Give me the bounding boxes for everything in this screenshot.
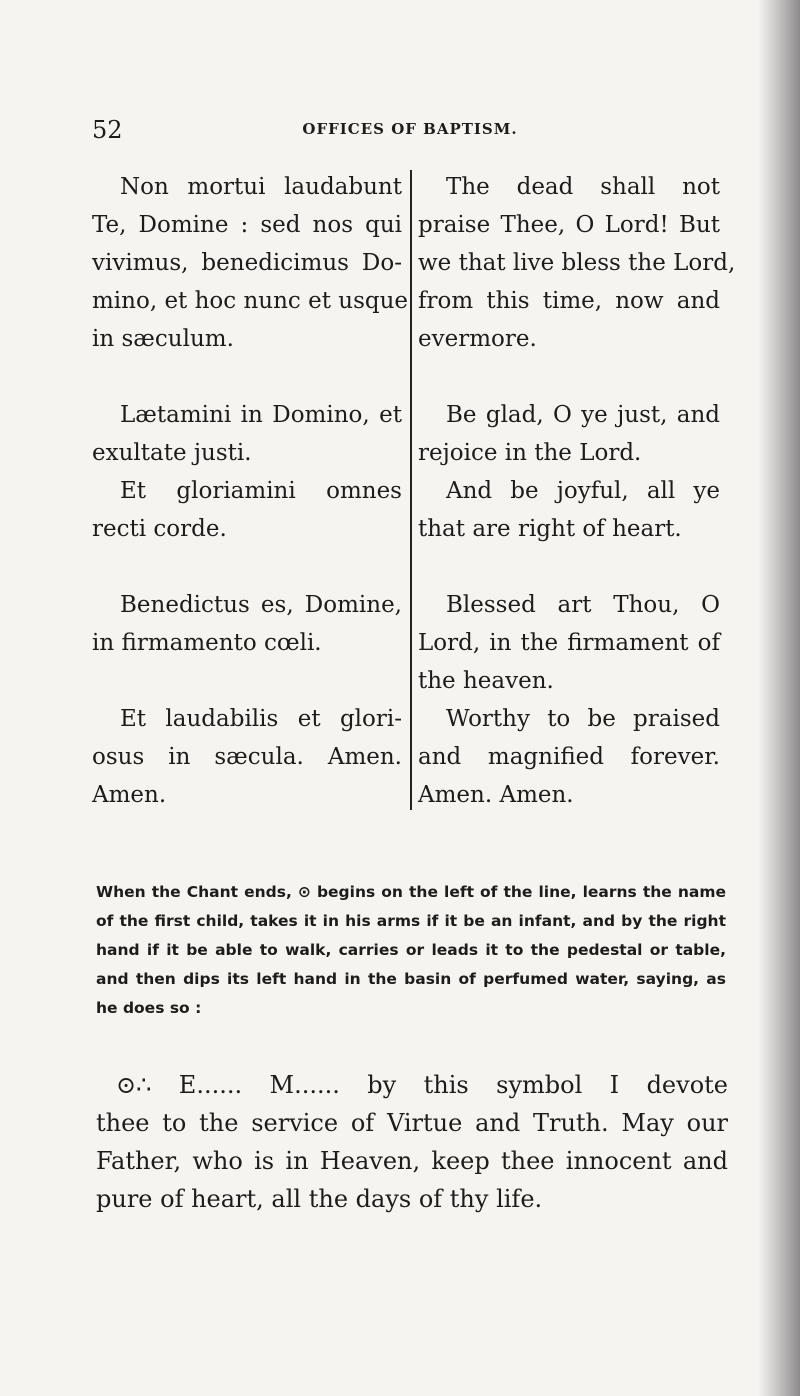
latin-line: Non mortui laudabunt	[120, 174, 402, 200]
english-line: that are right of heart.	[418, 516, 682, 542]
latin-line: vivimus, benedicimus Do-	[92, 250, 402, 276]
english-line: Worthy to be praised	[446, 706, 720, 732]
latin-line	[92, 548, 402, 586]
latin-line	[92, 358, 402, 396]
english-line: we that live bless the Lord,	[418, 250, 736, 276]
english-line	[418, 548, 720, 586]
latin-line: Te, Domine : sed nos qui	[92, 212, 402, 238]
page-number: 52	[92, 116, 123, 144]
english-line: Be glad, O ye just, and	[446, 402, 720, 428]
latin-line: recti corde.	[92, 516, 227, 542]
english-line: rejoice in the Lord.	[418, 440, 642, 466]
latin-line: Lætamini in Domino, et	[120, 402, 402, 428]
english-line: Blessed art Thou, O	[446, 592, 720, 618]
page-edge-shadow	[758, 0, 800, 1396]
baptismal-formula	[96, 1066, 728, 1218]
formula-line: ⊙∴ E...... M...... by this symbol I devote	[116, 1071, 728, 1099]
english-line: And be joyful, all ye	[446, 478, 720, 504]
latin-line: exultate justi.	[92, 440, 252, 466]
latin-line: mino, et hoc nunc et usque	[92, 288, 409, 314]
english-column	[418, 168, 736, 814]
english-line	[418, 358, 720, 396]
english-line: Amen. Amen.	[418, 782, 574, 808]
latin-line: osus in sæcula. Amen.	[92, 744, 402, 770]
latin-line: Et laudabilis et glori-	[120, 706, 402, 732]
latin-line	[92, 662, 402, 700]
latin-line: Benedictus es, Domine,	[120, 592, 402, 618]
latin-line: in firmamento cœli.	[92, 630, 322, 656]
latin-line: in sæculum.	[92, 326, 234, 352]
latin-line: Amen.	[92, 782, 167, 808]
english-line: and magnified forever.	[418, 744, 720, 770]
english-line: the heaven.	[418, 668, 554, 694]
english-line: from this time, now and	[418, 288, 720, 314]
english-line: praise Thee, O Lord! But	[418, 212, 720, 238]
latin-line: Et gloriamini omnes	[120, 478, 402, 504]
rubric-paragraph: When the Chant ends, ⊙ begins on the left of the line, learns the name of the first child, takes it in his arms if it be an infant, and by the right hand if it be able to walk, carries or leads it to the pedestal or table, and then dips its left hand in the basin of perfumed water, saying, as he does so :	[96, 883, 726, 1017]
column-divider	[410, 170, 412, 810]
english-line: The dead shall not	[446, 174, 720, 200]
formula-line: pure of heart, all the days of thy life.	[96, 1185, 543, 1213]
english-line: evermore.	[418, 326, 537, 352]
formula-line: Father, who is in Heaven, keep thee innocent and	[96, 1147, 728, 1175]
english-line: Lord, in the firmament of	[418, 630, 720, 656]
formula-line: thee to the service of Virtue and Truth. May our	[96, 1109, 728, 1137]
latin-column	[92, 168, 409, 814]
running-title: OFFICES OF BAPTISM.	[302, 120, 518, 138]
